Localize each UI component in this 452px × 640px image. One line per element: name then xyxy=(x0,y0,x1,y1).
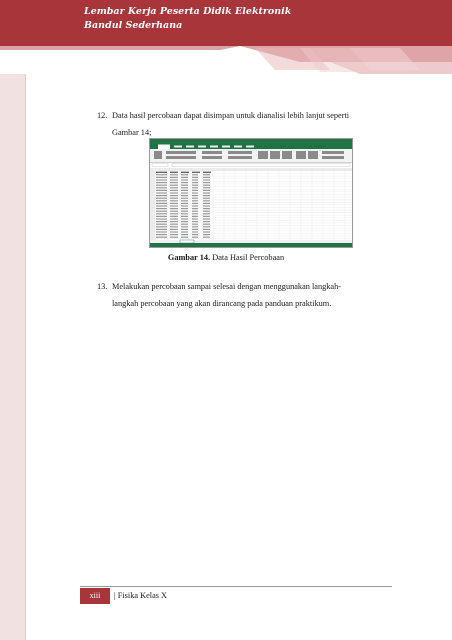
excel-spreadsheet-image xyxy=(150,139,352,247)
footer-divider xyxy=(80,586,392,587)
item-number: 12. xyxy=(97,111,108,120)
page-number: xiii xyxy=(80,588,110,604)
caption-text: Data Hasil Percobaan xyxy=(212,253,285,262)
figure-caption xyxy=(0,253,452,262)
figure-excel-screenshot xyxy=(149,138,353,248)
caption-label: Gambar 14. xyxy=(167,253,211,262)
item-text-line: Melakukan percobaan sampai selesai dengan menggunakan langkah- xyxy=(112,282,341,291)
item-text-line: Gambar 14; xyxy=(112,127,152,137)
page-header xyxy=(0,0,452,74)
item-text-line: langkah percobaan yang akan dirancang pada panduan praktikum. xyxy=(112,298,332,308)
item-number: 13. xyxy=(97,282,108,291)
left-margin-divider xyxy=(25,74,26,640)
footer-text: | Fisika Kelas X xyxy=(114,591,168,600)
item-text-line: Data hasil percobaan dapat disimpan untuk dianalisi lebih lanjut seperti xyxy=(112,111,350,120)
header-title: Lembar Kerja Peserta Didik Elektronik xyxy=(84,6,292,17)
left-margin-bar xyxy=(0,74,25,640)
header-subtitle: Bandul Sederhana xyxy=(84,20,183,31)
